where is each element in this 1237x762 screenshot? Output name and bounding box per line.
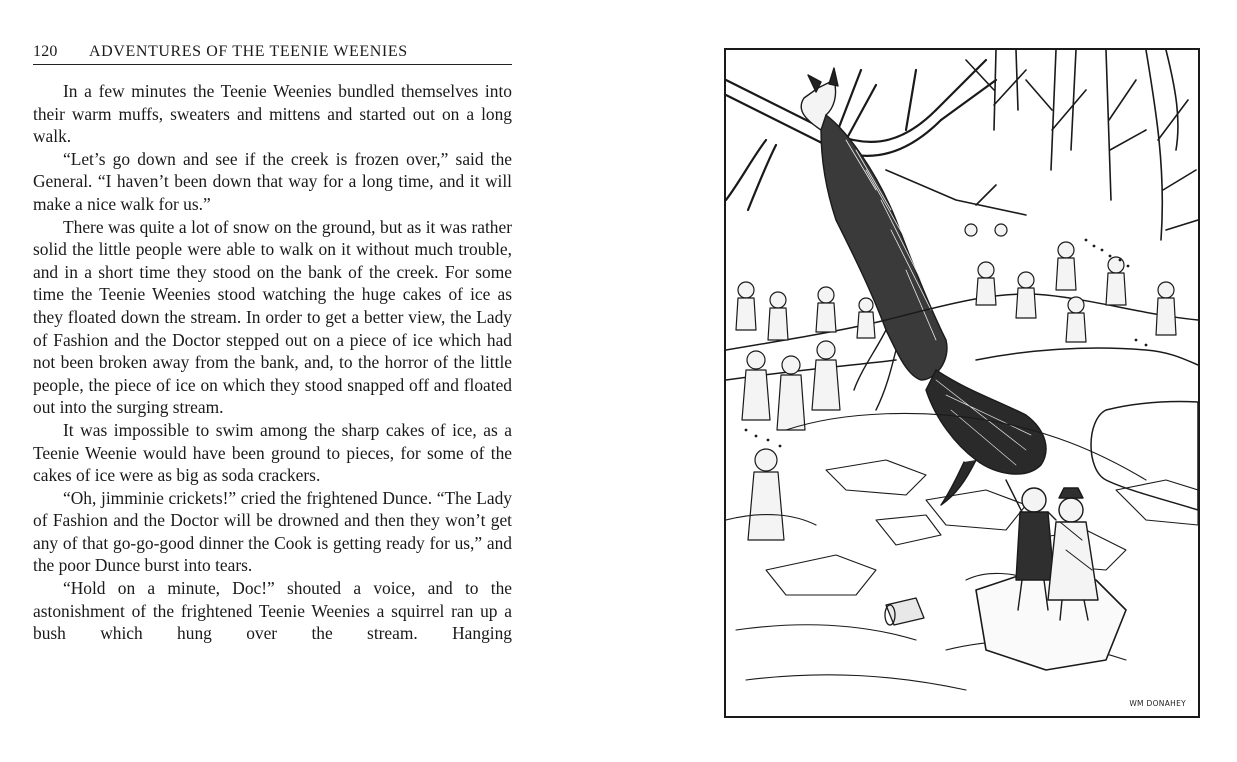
paragraph-3: There was quite a lot of snow on the ground, but as it was rather solid the little people were able to walk on it without much trouble, and in a short time they stood on the bank of the creek. For some time the Teenie Weenies stood watching the huge cakes of ice as they floated down the stream. In order to get a better view, the Lady of Fashion and the Doctor stepped out on a piece of ice which had not been broken away from the bank, and, to the horror of the little people, the piece of ice on which they stood snapped off and floated out into the surging stream. bbox=[33, 216, 512, 418]
paragraph-1: In a few minutes the Teenie Weenies bundled themselves into their warm muffs, sweaters and mittens and started out on a long walk. bbox=[33, 81, 512, 147]
squirrel-rescue-illustration bbox=[726, 50, 1198, 716]
paragraph-4: It was impossible to swim among the sharp cakes of ice, as a Teenie Weenie would have been ground to pieces, for some of the cakes of ice were as big as soda crackers. bbox=[33, 419, 512, 486]
paragraph-5: “Oh, jimminie crickets!” cried the frightened Dunce. “The Lady of Fashion and the Doctor will be drowned and then they won’t get any of that go-go-good dinner the Cook is getting ready for us,” and the poor Dunce burst into tears. bbox=[33, 487, 512, 576]
left-page bbox=[0, 0, 560, 762]
header-rule bbox=[33, 64, 512, 65]
paragraph-6: “Hold on a minute, Doc!” shouted a voice, and to the astonishment of the frightened Teenie Weenies a squirrel ran up a bush which hung over the stream. Hanging bbox=[33, 578, 512, 644]
floating-log bbox=[885, 598, 924, 625]
artist-signature: WM DONAHEY bbox=[1129, 699, 1186, 708]
body-text bbox=[33, 80, 512, 645]
running-title: ADVENTURES OF THE TEENIE WEENIES bbox=[89, 43, 408, 60]
squirrel bbox=[801, 68, 1046, 505]
paragraph-2: “Let’s go down and see if the creek is frozen over,” said the General. “I haven’t been down that way for a long time, and it will make a nice walk for us.” bbox=[33, 148, 512, 214]
stranded-pair bbox=[1006, 480, 1098, 620]
page-number: 120 bbox=[33, 43, 58, 60]
ice-floes bbox=[726, 413, 1198, 690]
illustration-plate bbox=[724, 48, 1200, 718]
running-head bbox=[33, 43, 512, 61]
background-trees bbox=[886, 50, 1198, 240]
